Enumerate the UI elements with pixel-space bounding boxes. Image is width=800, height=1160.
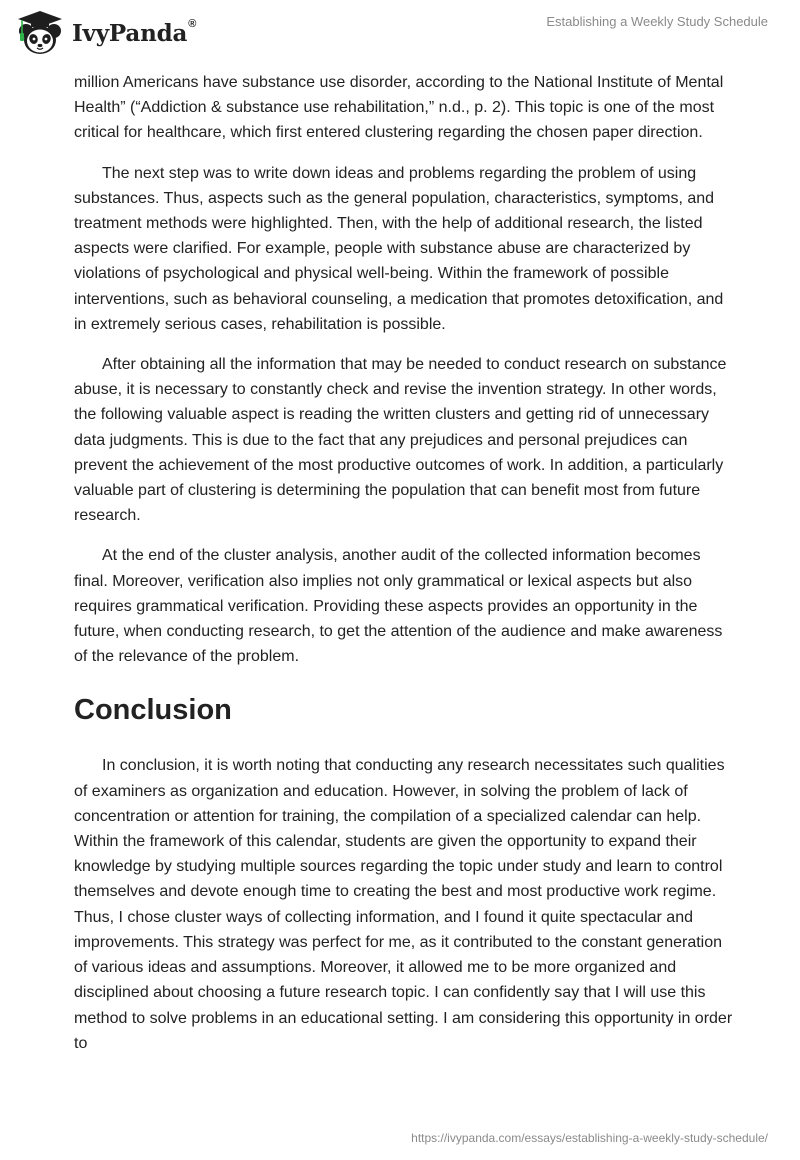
essay-body <box>74 70 734 1071</box>
source-url[interactable]: https://ivypanda.com/essays/establishing-a-weekly-study-schedule/ <box>411 1131 768 1145</box>
logo-brand-name: IvyPanda <box>72 19 188 47</box>
paragraph: million Americans have substance use disorder, according to the National Institute of Mental Health” (“Addiction & substance use rehabilitation,” n.d., p. 2). This topic is one of the most critical for healthcare, which first entered clustering regarding the chosen paper direction. <box>74 74 724 142</box>
logo-text <box>72 17 197 47</box>
page-header <box>0 0 800 66</box>
paragraph: The next step was to write down ideas and problems regarding the problem of using substances. Thus, aspects such as the general population, characteristics, symptoms, and treatment methods were highlighted. Then, with the help of additional research, the listed aspects were clarified. For example, people with substance abuse are characterized by violations of psychological and physical well-being. Within the framework of possible interventions, such as behavioral counseling, a medication that promotes detoxification, and in extremely serious cases, rehabilitation is possible. <box>74 164 724 333</box>
paragraph: In conclusion, it is worth noting that conducting any research necessitates such qualities of examiners as organization and education. However, in solving the problem of lack of concentration or attention for training, the compilation of a specialized calendar can help. Within the framework of this calendar, students are given the opportunity to expand their knowledge by studying multiple sources regarding the topic under study and learn to control themselves and devote enough time to creating the best and most productive work regime. Thus, I chose cluster ways of collecting information, and I found it quite spectacular and improvements. This strategy was perfect for me, as it contributed to the constant generation of various ideas and assumptions. Moreover, it allowed me to be more organized and disciplined about choosing a future research topic. I can confidently say that I will use this method to solve problems in an educational setting. I am considering this opportunity in order to <box>74 757 733 1052</box>
paragraph: At the end of the cluster analysis, another audit of the collected information becomes final. Moreover, verification also implies not only grammatical or lexical aspects but also requires grammatical verification. Providing these aspects provides an opportunity in the future, when conducting research, to get the attention of the audience and make awareness of the relevance of the problem. <box>74 547 723 666</box>
ivypanda-logo[interactable] <box>14 9 196 57</box>
registered-mark: ® <box>188 17 197 30</box>
document-title: Establishing a Weekly Study Schedule <box>546 14 768 29</box>
panda-graduate-icon <box>14 9 66 57</box>
paragraph: After obtaining all the information that may be needed to conduct research on substance abuse, it is necessary to constantly check and revise the invention strategy. In other words, the following valuable aspect is reading the written clusters and getting rid of unnecessary data judgments. This is due to the fact that any prejudices and personal prejudices can prevent the achievement of the most productive outcomes of work. In addition, a particularly valuable part of clustering is determining the population that can benefit most from future research. <box>74 356 727 525</box>
section-heading-conclusion: Conclusion <box>74 694 232 727</box>
